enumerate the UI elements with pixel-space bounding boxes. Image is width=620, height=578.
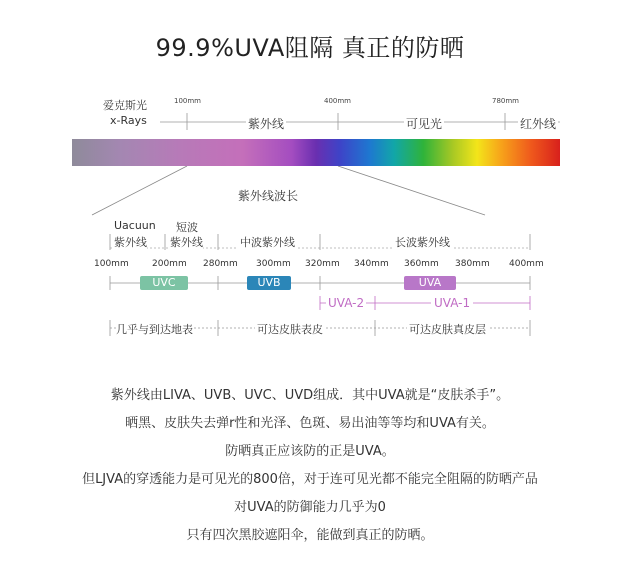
page-title: 99.9%UVA阻隔 真正的防晒 (155, 34, 465, 62)
uvc-badge: UVC (140, 276, 188, 290)
tick-label-300: 300mm (256, 259, 291, 269)
reach-dermis-label: 可达皮肤真皮层 (409, 323, 486, 336)
note-line-6: 只有四次黑胶遮阳伞，能做到真正的防晒。 (186, 528, 434, 543)
uv-label: 紫外线 (248, 117, 285, 131)
tick-label-380: 380mm (455, 259, 490, 269)
tick-780nm: 780mm (492, 97, 519, 105)
visible-label: 可见光 (406, 117, 443, 131)
band-short-sub: 紫外线 (170, 236, 203, 249)
tick-100nm: 100mm (174, 97, 201, 105)
note-line-5: 对UVA的防御能力几乎为0 (234, 500, 386, 515)
tick-label-360: 360mm (404, 259, 439, 269)
reach-epidermis-label: 可达皮肤表皮 (257, 323, 323, 336)
band-short-label: 短波 (176, 221, 198, 234)
xray-label-cn: 爱克斯光 (103, 99, 147, 112)
uva2-label: UVA-2 (328, 296, 365, 310)
note-line-2: 晒黑、皮肤失去弹r性和光泽、色斑、易出油等等均和UVA有关。 (125, 416, 495, 431)
tick-label-280: 280mm (203, 259, 238, 269)
tick-label-200: 200mm (152, 259, 187, 269)
infrared-label: 红外线 (520, 117, 557, 131)
note-line-1: 紫外线由LIVA、UVB、UVC、UVD组成．其中UVA就是“皮肤杀手”。 (110, 388, 510, 403)
xray-label-en: x-Rays (110, 114, 147, 127)
band-vacuum-en: Uacuun (114, 219, 156, 232)
uv-wavelength-label: 紫外线波长 (238, 189, 299, 203)
tick-label-340: 340mm (354, 259, 389, 269)
tick-label-320: 320mm (305, 259, 340, 269)
band-mid-label: 中波紫外线 (240, 236, 295, 249)
uva1-label: UVA-1 (431, 296, 473, 310)
reach-surface-label: 几乎与到达地表 (116, 323, 193, 336)
tick-label-400: 400mm (509, 259, 544, 269)
note-line-3: 防晒真正应该防的正是UVA。 (225, 444, 395, 459)
band-long-label: 长波紫外线 (395, 236, 450, 249)
uvb-badge: UVB (247, 276, 291, 290)
band-vacuum-cn: 紫外线 (114, 236, 147, 249)
note-line-4: 但LJVA的穿透能力是可见光的800倍，对于连可见光都不能完全阻隔的防晒产品 (82, 472, 538, 487)
tick-400nm: 400mm (324, 97, 351, 105)
spectrum-bar (72, 139, 560, 166)
uva-badge: UVA (404, 276, 456, 290)
tick-label-100: 100mm (94, 259, 129, 269)
